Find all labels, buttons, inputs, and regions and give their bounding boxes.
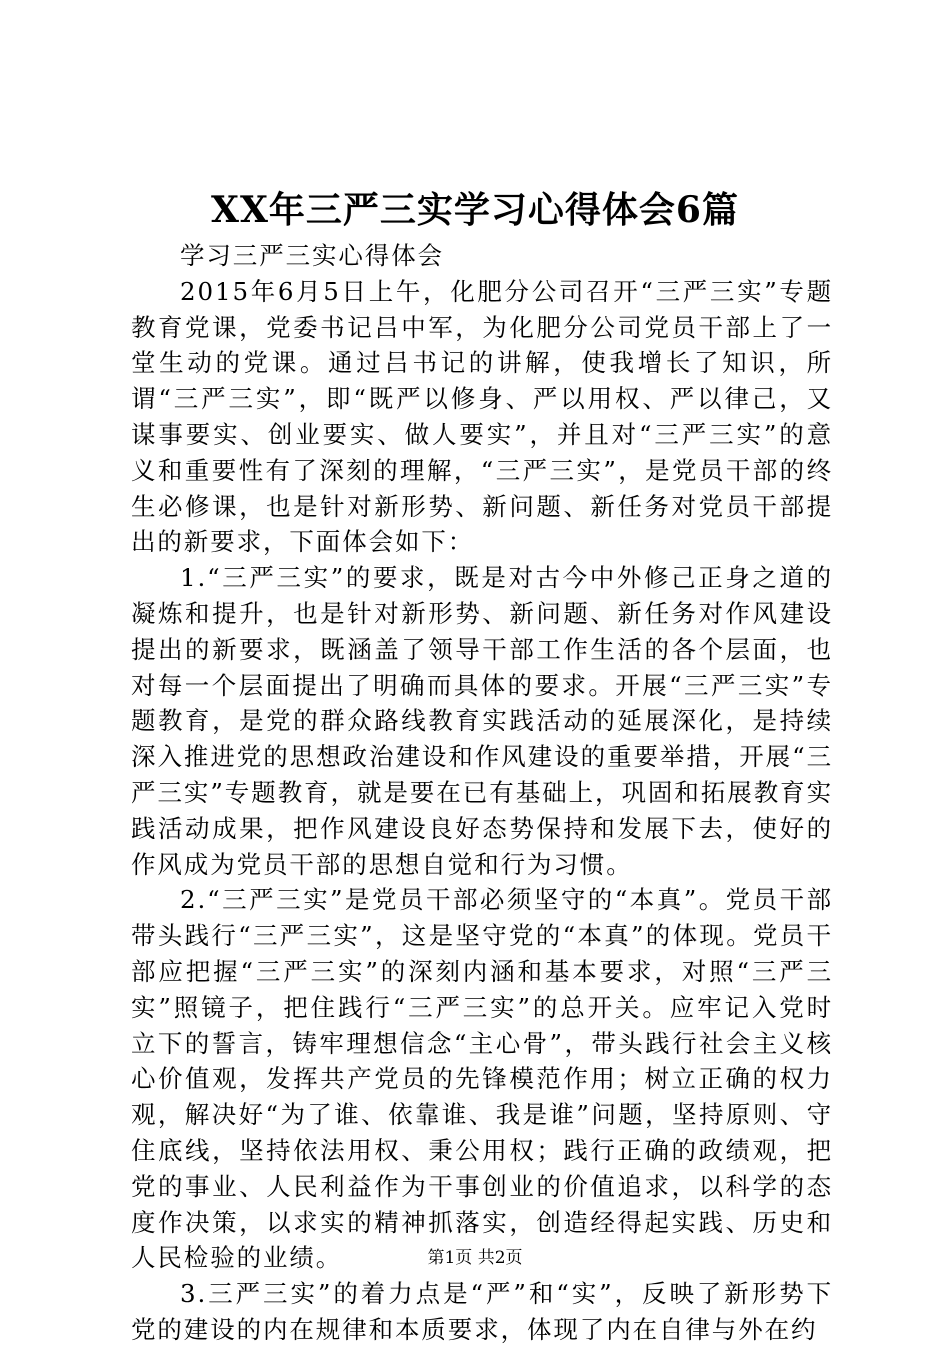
paragraph-point-3: 3.三严三实”的着力点是“严”和“实”，反映了新形势下党的建设的内在规律和本质要求，体现了内在自律与外在约: [131, 1279, 833, 1344]
paragraph-point-2: 2.“三严三实”是党员干部必须坚守的“本真”。党员干部带头践行“三严三实”，这是坚守党的“本真”的体现。党员干部应把握“三严三实”的深刻内涵和基本要求，对照“三严三实”照镜子，把住践行“三严三实”的总开关。应牢记入党时立下的誓言，铸牢理想信念“主心骨”，带头践行社会主义核心价值观，发挥共产党员的先锋模范作用；树立正确的权力观，解决好“为了谁、依靠谁、我是谁”问题，坚持原则、守住底线，坚持依法用权、秉公用权；践行正确的政绩观，把党的事业、人民利益作为干事创业的价值追求，以科学的态度作决策，以求实的精神抓落实，创造经得起实践、历史和人民检验的业绩。: [131, 885, 833, 1273]
paragraph-intro: 2015年6月5日上午，化肥分公司召开“三严三实”专题教育党课，党委书记吕中军，为化肥分公司党员干部上了一堂生动的党课。通过吕书记的讲解，使我增长了知识，所谓“三严三实”，即“既严以修身、严以用权、严以律己，又谋事要实、创业要实、做人要实”，并且对“三严三实”的意义和重要性有了深刻的理解，“三严三实”，是党员干部的终生必修课，也是针对新形势、新问题、新任务对党员干部提出的新要求，下面体会如下：: [131, 276, 833, 557]
document-title: XX年三严三实学习心得体会6篇: [211, 189, 739, 231]
paragraph-point-1: 1.“三严三实”的要求，既是对古今中外修己正身之道的凝炼和提升，也是针对新形势、新问题、新任务对作风建设提出的新要求，既涵盖了领导干部工作生活的各个层面，也对每一个层面提出了明确而具体的要求。开展“三严三实”专题教育，是党的群众路线教育实践活动的延展深化，是持续深入推进党的思想政治建设和作风建设的重要举措，开展“三严三实”专题教育，就是要在已有基础上，巩固和拓展教育实践活动成果，把作风建设良好态势保持和发展下去，使好的作风成为党员干部的思想自觉和行为习惯。: [131, 563, 833, 879]
page-footer: 第1页 共2页: [427, 1248, 523, 1268]
subtitle: 学习三严三实心得体会: [180, 241, 444, 270]
document-body: [131, 238, 833, 1348]
